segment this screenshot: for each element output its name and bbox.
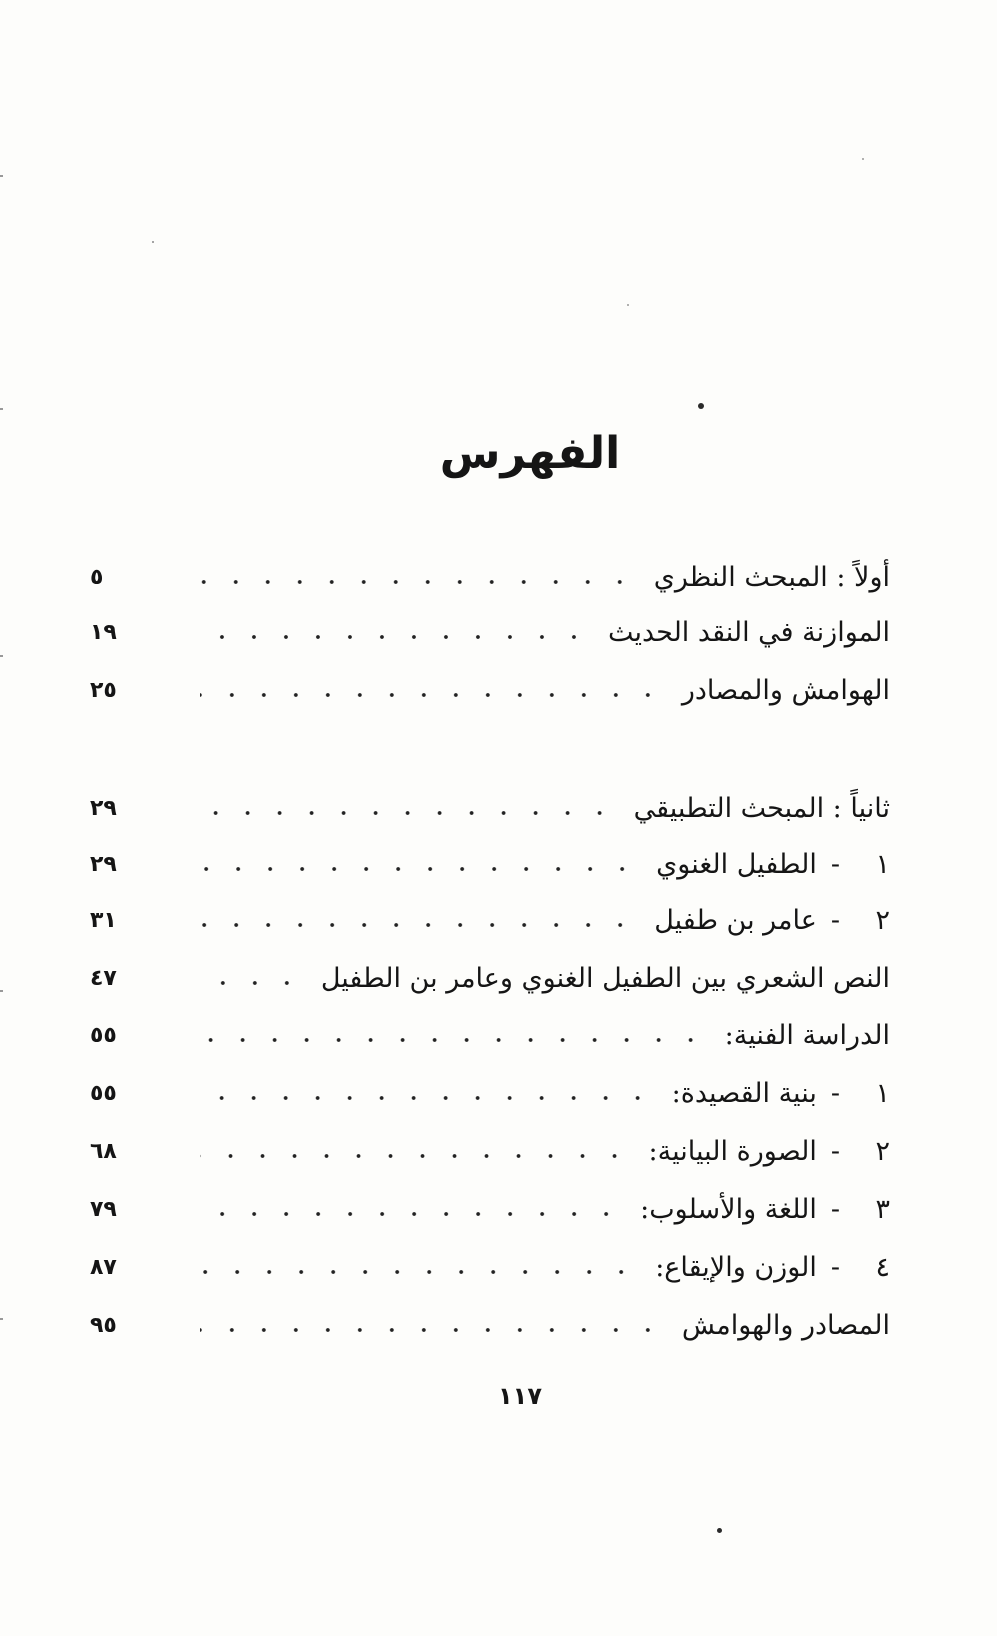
toc-entry: [90, 668, 890, 712]
toc-page-number: ٥٥: [90, 1022, 117, 1048]
toc-entry: [90, 786, 890, 830]
toc-page-number: ٨٧: [90, 1254, 117, 1280]
toc-page-number: ٢٩: [90, 851, 117, 877]
toc-entry-title: الهوامش والمصادر: [681, 674, 890, 706]
toc-entry-title: ثانياً : المبحث التطبيقي: [633, 792, 890, 824]
toc-entry-title: [655, 1252, 890, 1283]
toc-entry: [90, 1303, 890, 1347]
toc-entry-dash: -: [830, 848, 840, 880]
dot-leader: [200, 1245, 637, 1289]
toc-entry-number: ٣: [875, 1193, 890, 1225]
toc-entry-title: الدراسة الفنية:: [724, 1019, 890, 1051]
toc-page-number: ٥: [90, 564, 104, 590]
toc-entry: [90, 610, 890, 654]
dot-leader: [200, 842, 638, 886]
toc-entry-label: عامر بن طفيل: [654, 904, 817, 936]
toc-entry: [90, 1129, 890, 1173]
toc-entry: [90, 1013, 890, 1057]
toc-entry-title: [654, 905, 890, 936]
toc-entry-label: بنية القصيدة:: [671, 1077, 817, 1109]
dot-leader: [200, 1071, 654, 1115]
toc-entry: [90, 555, 890, 599]
toc-page-number: ٣١: [90, 907, 117, 933]
toc-entry: [90, 1245, 890, 1289]
dot-leader: [200, 555, 636, 599]
toc-page-number: ٧٩: [90, 1196, 117, 1222]
toc-entry-number: ٢: [875, 1135, 890, 1167]
toc-entry-dash: -: [830, 1193, 840, 1225]
dot-leader: [200, 1303, 664, 1347]
toc-page-number: ٦٨: [90, 1138, 117, 1164]
dot-leader: [200, 610, 590, 654]
toc-entry-title: المصادر والهوامش: [681, 1309, 890, 1341]
toc-entry: [90, 956, 890, 1000]
dot-leader: [200, 1187, 622, 1231]
toc-entry-label: الصورة البيانية:: [648, 1135, 817, 1167]
toc-entry-label: اللغة والأسلوب:: [640, 1193, 817, 1225]
toc-page-number: ٢٥: [90, 677, 117, 703]
toc-entry-title: [649, 1136, 890, 1167]
dot-leader: [200, 1129, 631, 1173]
dot-leader: [200, 898, 636, 942]
toc-entry-number: ٢: [875, 904, 890, 936]
toc-entry: [90, 1187, 890, 1231]
toc-page-number: ٢٩: [90, 795, 117, 821]
dot-leader: [200, 668, 664, 712]
toc-entry-title: [656, 849, 890, 880]
toc-entry-number: ١: [875, 848, 890, 880]
dot-leader: [200, 956, 303, 1000]
toc-entry-title: [672, 1078, 890, 1109]
toc-entry-title: [640, 1194, 890, 1225]
toc-entry-number: ١: [875, 1077, 890, 1109]
toc-page-number: ١٩: [90, 619, 117, 645]
toc-entry-dash: -: [830, 1135, 840, 1167]
toc-entry-label: الوزن والإيقاع:: [655, 1251, 817, 1283]
toc-entry-title: أولاً : المبحث النظري: [653, 561, 890, 593]
toc-entry-dash: -: [830, 1077, 840, 1109]
toc-page-number: ٥٥: [90, 1080, 117, 1106]
toc-entry: [90, 842, 890, 886]
toc-entry: [90, 1071, 890, 1115]
toc-entry-title: الموازنة في النقد الحديث: [607, 616, 890, 648]
toc-entry-title: النص الشعري بين الطفيل الغنوي وعامر بن الطفيل: [320, 962, 890, 994]
toc-entry-number: ٤: [875, 1251, 890, 1283]
toc-entry: [90, 898, 890, 942]
toc-entry-dash: -: [830, 1251, 840, 1283]
toc-page-number: ٩٥: [90, 1312, 117, 1338]
page-number: ١١٧: [498, 1382, 542, 1410]
toc-entry-dash: -: [830, 904, 840, 936]
toc-page-number: ٤٧: [90, 965, 117, 991]
page-title: الفهرس: [439, 428, 621, 479]
dot-leader: [200, 786, 616, 830]
dot-leader: [200, 1013, 707, 1057]
toc-entry-label: الطفيل الغنوي: [656, 848, 817, 880]
